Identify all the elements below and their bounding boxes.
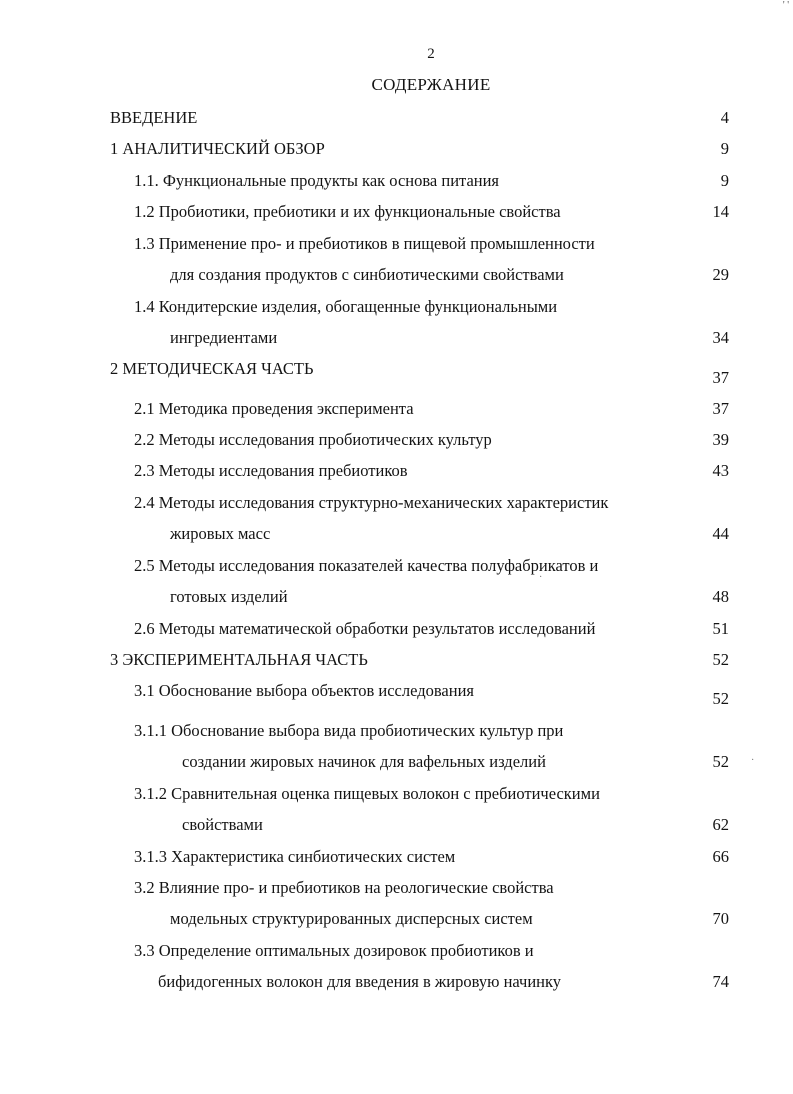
toc-page-1-4: 34 (712, 328, 729, 347)
toc-page-2-4: 44 (712, 524, 729, 543)
toc-entry-1-1[interactable]: 1.1. Функциональные продукты как основа питания (134, 171, 500, 190)
toc-entry-3-2-cont: модельных структурированных дисперсных систем (170, 909, 533, 928)
toc-entry-3-1-2[interactable]: 3.1.2 Сравнительная оценка пищевых волокон с пребиотическими (134, 784, 600, 803)
toc-entry-3-1-2-cont: свойствами (182, 815, 263, 834)
toc-page-3-1: 52 (712, 689, 729, 708)
toc-entry-3-3-cont: бифидогенных волокон для введения в жировую начинку (158, 972, 562, 991)
toc-entry-section-3[interactable]: 3 ЭКСПЕРИМЕНТАЛЬНАЯ ЧАСТЬ (110, 650, 368, 669)
toc-title: СОДЕРЖАНИЕ (371, 75, 491, 94)
toc-entry-2-3[interactable]: 2.3 Методы исследования пребиотиков (134, 461, 408, 480)
toc-page-2-5: 48 (712, 587, 729, 606)
toc-entry-1-3-cont: для создания продуктов с синбиотическими свойствами (170, 265, 564, 284)
toc-page-3-3: 74 (712, 972, 729, 991)
toc-page-2-6: 51 (712, 619, 729, 638)
toc-entry-1-4-cont: ингредиентами (170, 328, 278, 347)
toc-entry-2-6[interactable]: 2.6 Методы математической обработки результатов исследований (134, 619, 596, 638)
toc-entry-2-4[interactable]: 2.4 Методы исследования структурно-механических характеристик (134, 493, 609, 512)
toc-page-section-2: 37 (712, 368, 729, 387)
toc-entry-2-4-cont: жировых масс (170, 524, 271, 543)
toc-entry-3-1-1-cont: создании жировых начинок для вафельных изделий (182, 752, 546, 771)
toc-page-3-1-1: 52 (712, 752, 729, 771)
scan-speck: · (751, 755, 755, 766)
toc-entry-2-5-cont: готовых изделий (170, 587, 288, 606)
toc-page-1-1: 9 (720, 171, 729, 190)
toc-entry-section-2[interactable]: 2 МЕТОДИЧЕСКАЯ ЧАСТЬ (110, 359, 314, 378)
toc-entry-section-1[interactable]: 1 АНАЛИТИЧЕСКИЙ ОБЗОР (110, 139, 325, 158)
toc-page-section-3: 52 (712, 650, 729, 669)
scan-speck: · (539, 572, 543, 583)
toc-page-2-2: 39 (712, 430, 729, 449)
toc-entry-1-3[interactable]: 1.3 Применение про- и пребиотиков в пищевой промышленности (134, 234, 595, 253)
toc-page-1-2: 14 (712, 202, 729, 221)
scan-corner-mark: ' ' (782, 0, 789, 11)
toc-page-1-3: 29 (712, 265, 729, 284)
toc-page-2-1: 37 (712, 399, 729, 418)
toc-entry-3-1-1[interactable]: 3.1.1 Обоснование выбора вида пробиотических культур при (134, 721, 564, 740)
toc-entry-1-4[interactable]: 1.4 Кондитерские изделия, обогащенные функциональными (134, 297, 558, 316)
toc-entry-1-2[interactable]: 1.2 Пробиотики, пребиотики и их функциональные свойства (134, 202, 561, 221)
toc-entry-2-5[interactable]: 2.5 Методы исследования показателей качества полуфабрикатов и (134, 556, 599, 575)
toc-entry-introduction[interactable]: ВВЕДЕНИЕ (110, 108, 198, 127)
toc-entry-3-1-3[interactable]: 3.1.3 Характеристика синбиотических систем (134, 847, 456, 866)
toc-page-3-1-2: 62 (712, 815, 729, 834)
toc-entry-3-1[interactable]: 3.1 Обоснование выбора объектов исследования (134, 681, 475, 700)
toc-page-introduction: 4 (720, 108, 729, 127)
toc-page-3-2: 70 (712, 909, 729, 928)
toc-entry-3-2[interactable]: 3.2 Влияние про- и пребиотиков на реологические свойства (134, 878, 554, 897)
toc-page-2-3: 43 (712, 461, 729, 480)
toc-page-section-1: 9 (720, 139, 729, 158)
toc-entry-2-2[interactable]: 2.2 Методы исследования пробиотических культур (134, 430, 492, 449)
toc-entry-2-1[interactable]: 2.1 Методика проведения эксперимента (134, 399, 414, 418)
page-number: 2 (427, 46, 435, 62)
toc-page-3-1-3: 66 (712, 847, 729, 866)
toc-entry-3-3[interactable]: 3.3 Определение оптимальных дозировок пробиотиков и (134, 941, 534, 960)
